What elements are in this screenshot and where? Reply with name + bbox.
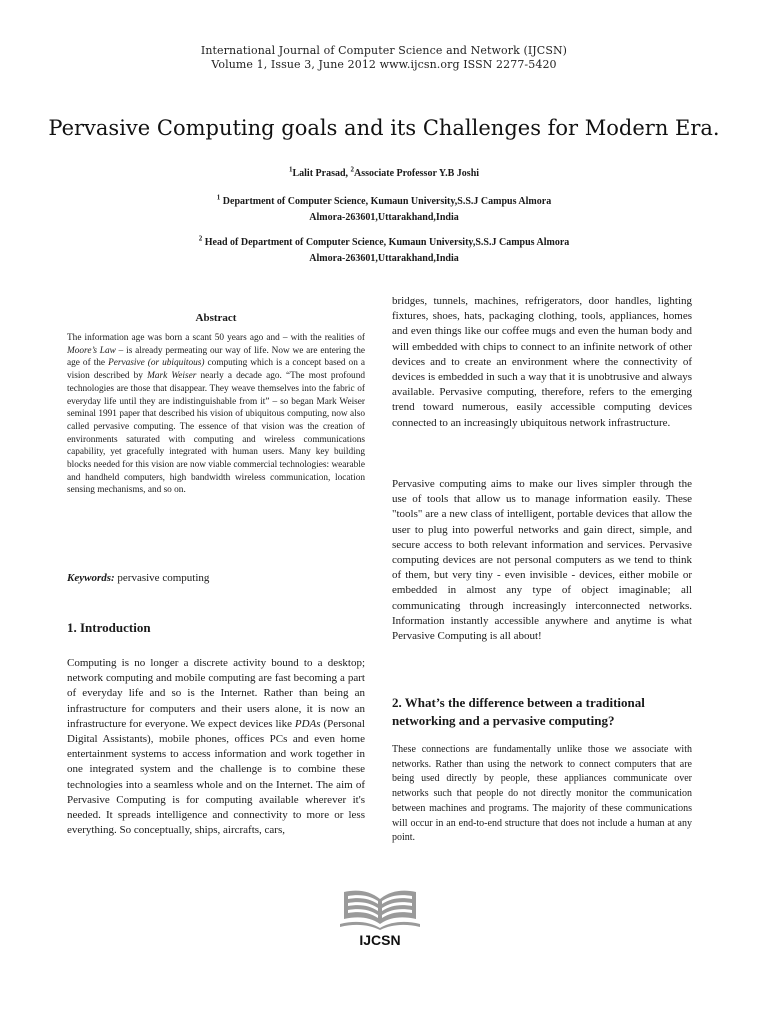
abstract-text-part: – is already permeating our way of life. Now we are entering the age of the — [67, 345, 365, 369]
keywords-label: Keywords: — [67, 572, 115, 584]
right-paragraph-2: Pervasive computing aims to make our lives simpler through the use of tools that allow us to manage information easily. These "tools" are a new class of intelligent, portable devices that allow the user to plug into powerful networks and gain direct, simple, and secure access to both relevant information and services. Pervasive computing devices are not personal computers as we tend to think of them, but very tiny - even invisible - devices, either mobile or embedded in almost any type of object imaginable; all communicating through increasingly interconnected networks. Information instantly accessible anywhere and anytime is what Pervasive Computing is all about! — [392, 478, 692, 643]
journal-name: International Journal of Computer Science and Network (IJCSN) — [200, 44, 568, 57]
section-1-emphasis: PDAs — [294, 717, 321, 730]
abstract-emphasis: Moore’s Law — [67, 345, 116, 356]
journal-issue: Volume 1, Issue 3, June 2012 www.ijcsn.org ISSN 2277-5420 — [211, 58, 557, 71]
section-1-text — [67, 656, 365, 838]
authors — [0, 167, 768, 181]
right-paragraph-1: bridges, tunnels, machines, refrigerators, door handles, lighting fixtures, shoes, hats, packaging clothing, tools, appliances, homes and even things like our coffee mugs and even the human body and will embedded with chips to connect to an infinite network of other devices and to create an environment where the connectivity of devices is embedded in such a way that it is unobtrusive and always available. Pervasive computing, therefore, refers to the emerging trend toward numerous, easily accessible computing devices connected to an increasingly ubiquitous network infrastructure. — [392, 295, 692, 429]
affiliation-2 — [130, 235, 638, 267]
section-2-heading: 2. What’s the difference between a traditional networking and a pervasive computing? — [392, 695, 645, 728]
author-2: Associate Professor Y.B Joshi — [354, 168, 480, 179]
author-1-marker: 1 — [288, 165, 293, 174]
section-1-heading: 1. Introduction — [67, 620, 151, 635]
abstract-heading: Abstract — [195, 312, 237, 324]
affiliation-1-line2: Almora-263601,Uttarakhand,India — [309, 212, 459, 223]
journal-header — [0, 44, 768, 72]
keywords — [67, 572, 365, 584]
section-1-text-part: Computing is no longer a discrete activity bound to a desktop; network computing and mobile computing are fast becoming a part of everyday life and so is the Internet. Rather than being an infrastructure for computers and their users alone, it is now an infrastructure for everyone. We expect devices like — [67, 657, 365, 730]
abstract-text — [67, 332, 365, 497]
author-2-marker: 2 — [350, 165, 355, 174]
abstract-text-part: The information age was born a scant 50 years ago and – with the realities of — [67, 333, 365, 343]
affiliation-1-line1: Department of Computer Science, Kumaun University,S.S.J Campus Almora — [220, 196, 552, 207]
abstract-emphasis: Mark Weiser — [147, 371, 197, 382]
abstract-text-part: nearly a decade ago. “The most profound technologies are those that disappear. They weave themselves into the fabric of everyday life until they are indistinguishable from it” – so began Mark Weiser seminal 1991 paper that described his vision of ubiquitous computing, now also called pervasive computing. The essence of that vision was the creation of environments saturated with computing and wireless communications capability, yet gracefully integrated with human users. Many key building blocks needed for this vision are now viable commercial technologies: wearable and handheld computers, high bandwidth wireless communication, location sensing mechanisms, and so on. — [67, 371, 365, 496]
affiliation-1-marker: 1 — [216, 193, 221, 202]
keywords-value: pervasive computing — [114, 572, 210, 584]
ijcsn-logo — [330, 880, 430, 952]
affiliation-1 — [130, 194, 638, 226]
open-book-icon — [338, 880, 422, 930]
affiliation-2-line1: Head of Department of Computer Science, Kumaun University,S.S.J Campus Almora — [202, 237, 570, 248]
abstract-emphasis: Pervasive (or ubiquitous) — [108, 358, 205, 369]
logo-text: IJCSN — [359, 932, 401, 948]
author-1: Lalit Prasad, — [292, 168, 351, 179]
paper-title: Pervasive Computing goals and its Challenges for Modern Era. — [48, 116, 720, 140]
section-1-text-part: (Personal Digital Assistants), mobile phones, offices PCs and even home entertainment systems to access information and work together in one integrated system and the challenge is to combine these technologies into a seamless whole and on the Internet. The aim of Pervasive Computing is for computing available wherever it's needed. It spreads intelligence and connectivity to more or less everything. So conceptually, ships, aircrafts, cars, — [67, 717, 365, 837]
affiliation-2-marker: 2 — [198, 234, 203, 243]
affiliation-2-line2: Almora-263601,Uttarakhand,India — [309, 253, 459, 264]
abstract-text-part: computing which is a concept based on a vision described by — [67, 358, 365, 382]
section-2-text: These connections are fundamentally unlike those we associate with networks. Rather than using the network to connect computers that are being used directly by people, these appliances communicate over networks such that people do not directly monitor the communication between machines and programs. The majority of these communications will occur in an end-to-end structure that does not include a human at any point. — [392, 744, 692, 844]
